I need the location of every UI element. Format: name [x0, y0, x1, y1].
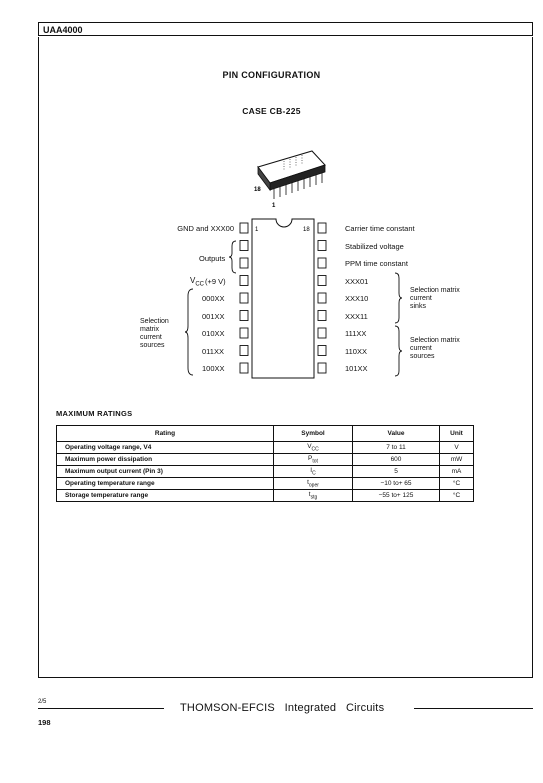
rating-cell: Storage temperature range [57, 490, 274, 502]
right-pin-box [318, 258, 326, 268]
table-row [57, 466, 474, 478]
right-pin-box [318, 346, 326, 356]
value-cell: 7 to 11 [353, 442, 440, 454]
vcc-label: $V_{CC}$ [190, 276, 205, 288]
right-pin-box [318, 293, 326, 303]
symbol-cell: $t_{stg}$ [274, 490, 353, 502]
header-unit: Unit [440, 426, 474, 442]
right-pin-box [318, 276, 326, 286]
outputs-label: Outputs [199, 254, 226, 263]
footer-rule-right [414, 708, 533, 709]
symbol-cell: $V_{CC}$ [274, 442, 353, 454]
table-row [57, 454, 474, 466]
part-number: UAA4000 [43, 25, 83, 35]
rating-cell: Operating voltage range, V4 [57, 442, 274, 454]
header-value: Value [353, 426, 440, 442]
right-pin-box [318, 328, 326, 338]
section-title: PIN CONFIGURATION [222, 70, 321, 80]
right-pin-label: 110XX [345, 346, 367, 356]
right-pin-box [318, 241, 326, 251]
left-pin-box [240, 346, 248, 356]
left-pin-label: 001XX [202, 311, 225, 321]
table-row [57, 490, 474, 502]
rating-cell: Maximum output current (Pin 3) [57, 466, 274, 478]
case-label: CASE CB-225 [242, 106, 301, 116]
page-fraction: 2/5 [38, 699, 47, 705]
left-pin-box [240, 241, 248, 251]
left-pin-label: 000XX [202, 294, 225, 303]
table-row [57, 442, 474, 454]
symbol-cell: $P_{tot}$ [274, 454, 353, 466]
package-pin1-label: 1 [272, 203, 276, 209]
package-pin18-label: 18 [254, 187, 261, 193]
symbol-cell: $t_{oper}$ [274, 478, 353, 490]
right-sinks-brace [393, 272, 403, 324]
rating-cell: Operating temperature range [57, 478, 274, 490]
value-cell: 600 [353, 454, 440, 466]
table-row [57, 478, 474, 490]
unit-cell: °C [440, 490, 474, 502]
right-pin-box [318, 223, 326, 233]
left-pin-label: GND and XXX00 [177, 224, 234, 233]
ratings-title: MAXIMUM RATINGS [56, 409, 133, 418]
value-cell: −55 to+ 125 [353, 490, 440, 502]
value-cell: 5 [353, 466, 440, 478]
ic-pin18-number: 18 [303, 227, 310, 233]
right-sinks-label: Selection matrix current sinks [410, 287, 460, 310]
left-pin-box [240, 258, 248, 268]
ic-pin1-number: 1 [255, 227, 259, 233]
left-pin-label: 100XX [202, 364, 225, 373]
left-pin-box [240, 311, 248, 321]
left-pin-box [240, 328, 248, 338]
ratings-table [56, 425, 474, 502]
right-sources-brace [393, 325, 403, 377]
right-pin-label: XXX01 [345, 276, 369, 286]
left-pin-box [240, 293, 248, 303]
unit-cell: °C [440, 478, 474, 490]
left-pin-label: 011XX [202, 346, 224, 356]
left-pin-label: 010XX [202, 329, 225, 338]
left-pin-box [240, 223, 248, 233]
footer-company: THOMSON-EFCIS Integrated Circuits [180, 702, 385, 714]
footer-rule-left [38, 708, 164, 709]
right-pin-label: 111XX [345, 329, 367, 338]
unit-cell: mW [440, 454, 474, 466]
right-pin-label: Carrier time constant [345, 224, 415, 233]
symbol-cell: $I_C$ [274, 466, 353, 478]
right-pin-label: XXX10 [345, 294, 369, 303]
header-symbol: Symbol [274, 426, 353, 442]
unit-cell: mA [440, 466, 474, 478]
ratings-header-row [57, 426, 474, 442]
left-pin-label: (+9 V) [205, 276, 226, 286]
left-pin-box [240, 363, 248, 373]
right-pin-label: 101XX [345, 364, 368, 373]
value-cell: −10 to+ 65 [353, 478, 440, 490]
ic-pinout-diagram [238, 217, 338, 382]
left-pin-box [240, 276, 248, 286]
header-rating: Rating [57, 426, 274, 442]
outputs-brace [228, 240, 238, 274]
right-pin-label: PPM time constant [345, 259, 408, 268]
left-group-label: Selection matrix current sources [140, 318, 169, 349]
part-number-header [38, 22, 533, 36]
right-pin-box [318, 363, 326, 373]
unit-cell: V [440, 442, 474, 454]
page-number: 198 [38, 718, 51, 727]
right-pin-label: XXX11 [345, 311, 368, 321]
right-sources-label: Selection matrix current sources [410, 337, 460, 360]
right-pin-box [318, 311, 326, 321]
right-pin-label: Stabilized voltage [345, 241, 404, 251]
rating-cell: Maximum power dissipation [57, 454, 274, 466]
package-illustration [250, 145, 340, 210]
left-group-brace [185, 288, 195, 376]
